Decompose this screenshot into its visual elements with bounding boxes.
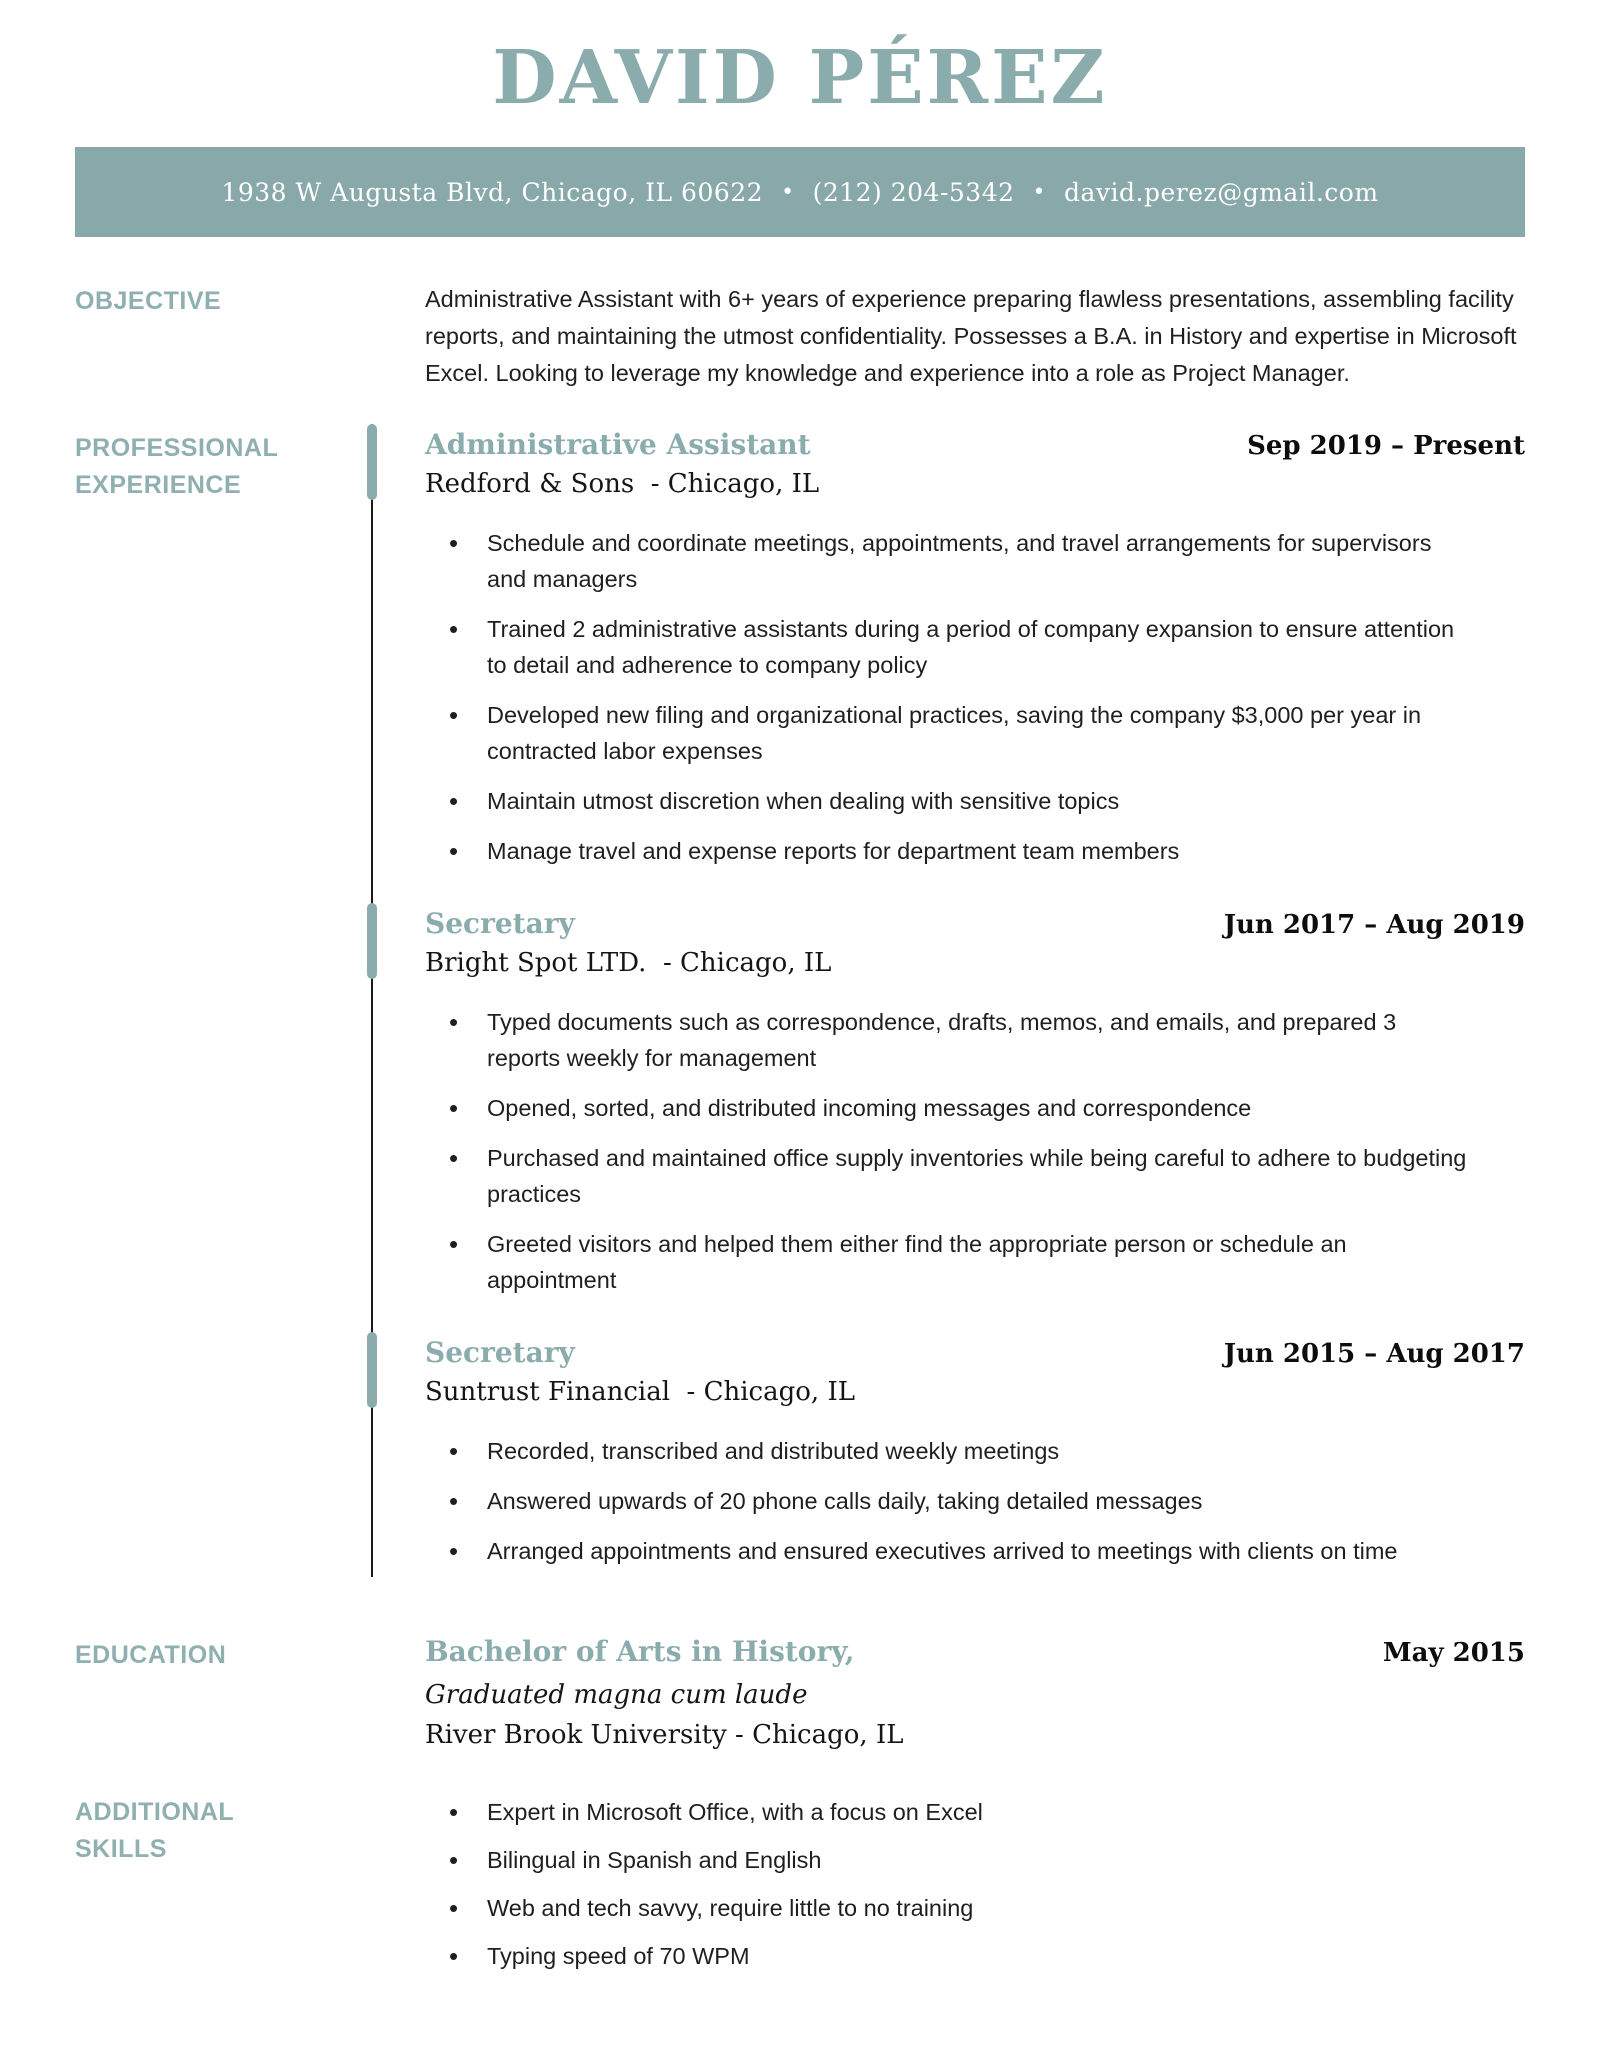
job-bullet: • Typed documents such as correspondence, drafts, memos, and emails, and prepared 3 reports weekly for management [425, 1004, 1475, 1076]
objective-section [75, 281, 1525, 392]
job-entry [425, 428, 1525, 869]
job-bullet: • Purchased and maintained office supply inventories while being careful to adhere to budgeting practices [425, 1140, 1475, 1212]
job-company: Redford & Sons - Chicago, IL [425, 469, 820, 500]
job-company: Suntrust Financial - Chicago, IL [425, 1377, 855, 1408]
education-section [75, 1635, 1525, 1750]
job-accent-bar [367, 424, 377, 500]
skills-list [425, 1794, 1475, 1974]
job-title: Secretary [425, 1336, 575, 1370]
job-bullet-list [425, 525, 1475, 869]
education-heading: EDUCATION [75, 1641, 227, 1670]
job-bullet: • Greeted visitors and helped them either find the appropriate person or schedule an appointment [425, 1226, 1475, 1298]
job-bullet: • Schedule and coordinate meetings, appointments, and travel arrangements for supervisors and managers [425, 525, 1475, 597]
skill-item: • Typing speed of 70 WPM [425, 1938, 1475, 1974]
education-school: River Brook University - Chicago, IL [425, 1720, 904, 1751]
skills-heading: ADDITIONAL SKILLS [75, 1798, 234, 1863]
job-bullet: • Arranged appointments and ensured executives arrived to meetings with clients on time [425, 1533, 1475, 1569]
job-accent-bar [367, 1332, 377, 1408]
contact-phone: (212) 204-5342 [812, 177, 1015, 207]
job-bullet: • Recorded, transcribed and distributed weekly meetings [425, 1433, 1475, 1469]
job-accent-bar [367, 903, 377, 979]
objective-text: Administrative Assistant with 6+ years of experience preparing flawless presentations, assembling facility reports, and maintaining the utmost confidentiality. Possesses a B.A. in History and expertise in Microsoft Excel. Looking to leverage my knowledge and experience into a role as Project Manager. [425, 286, 1517, 387]
job-entry [425, 907, 1525, 1298]
skill-item: • Bilingual in Spanish and English [425, 1842, 1475, 1878]
education-honors: Graduated magna cum laude [425, 1680, 808, 1711]
job-bullet: • Trained 2 administrative assistants during a period of company expansion to ensure attention to detail and adherence to company policy [425, 611, 1475, 683]
objective-heading: OBJECTIVE [75, 287, 222, 316]
skill-item: • Expert in Microsoft Office, with a focus on Excel [425, 1794, 1475, 1830]
job-bullet-list [425, 1004, 1475, 1298]
job-entry [425, 1336, 1525, 1569]
job-bullet: • Maintain utmost discretion when dealing with sensitive topics [425, 783, 1475, 819]
job-company: Bright Spot LTD. - Chicago, IL [425, 948, 832, 979]
job-dates: Jun 2017 – Aug 2019 [1223, 910, 1525, 941]
experience-heading: PROFESSIONAL EXPERIENCE [75, 434, 278, 499]
contact-email: david.perez@gmail.com [1064, 177, 1379, 207]
contact-address: 1938 W Augusta Blvd, Chicago, IL 60622 [221, 177, 764, 207]
contact-separator: • [781, 179, 795, 205]
education-degree: Bachelor of Arts in History, [425, 1635, 855, 1669]
job-title: Secretary [425, 907, 575, 941]
job-bullet-list [425, 1433, 1475, 1569]
candidate-name: DAVID PÉREZ [492, 35, 1108, 121]
education-dates: May 2015 [1382, 1638, 1525, 1669]
skill-item: • Web and tech savvy, require little to no training [425, 1890, 1475, 1926]
job-bullet: • Developed new filing and organizational practices, saving the company $3,000 per year in contracted labor expenses [425, 697, 1475, 769]
skills-section [75, 1792, 1525, 1986]
contact-band [75, 147, 1525, 237]
job-dates: Sep 2019 – Present [1247, 431, 1525, 462]
job-bullet: • Opened, sorted, and distributed incoming messages and correspondence [425, 1090, 1475, 1126]
job-bullet: • Answered upwards of 20 phone calls daily, taking detailed messages [425, 1483, 1475, 1519]
job-title: Administrative Assistant [425, 428, 811, 462]
contact-separator: • [1032, 179, 1047, 205]
job-dates: Jun 2015 – Aug 2017 [1223, 1339, 1525, 1370]
experience-section [75, 428, 1525, 1583]
job-bullet: • Manage travel and expense reports for department team members [425, 833, 1475, 869]
